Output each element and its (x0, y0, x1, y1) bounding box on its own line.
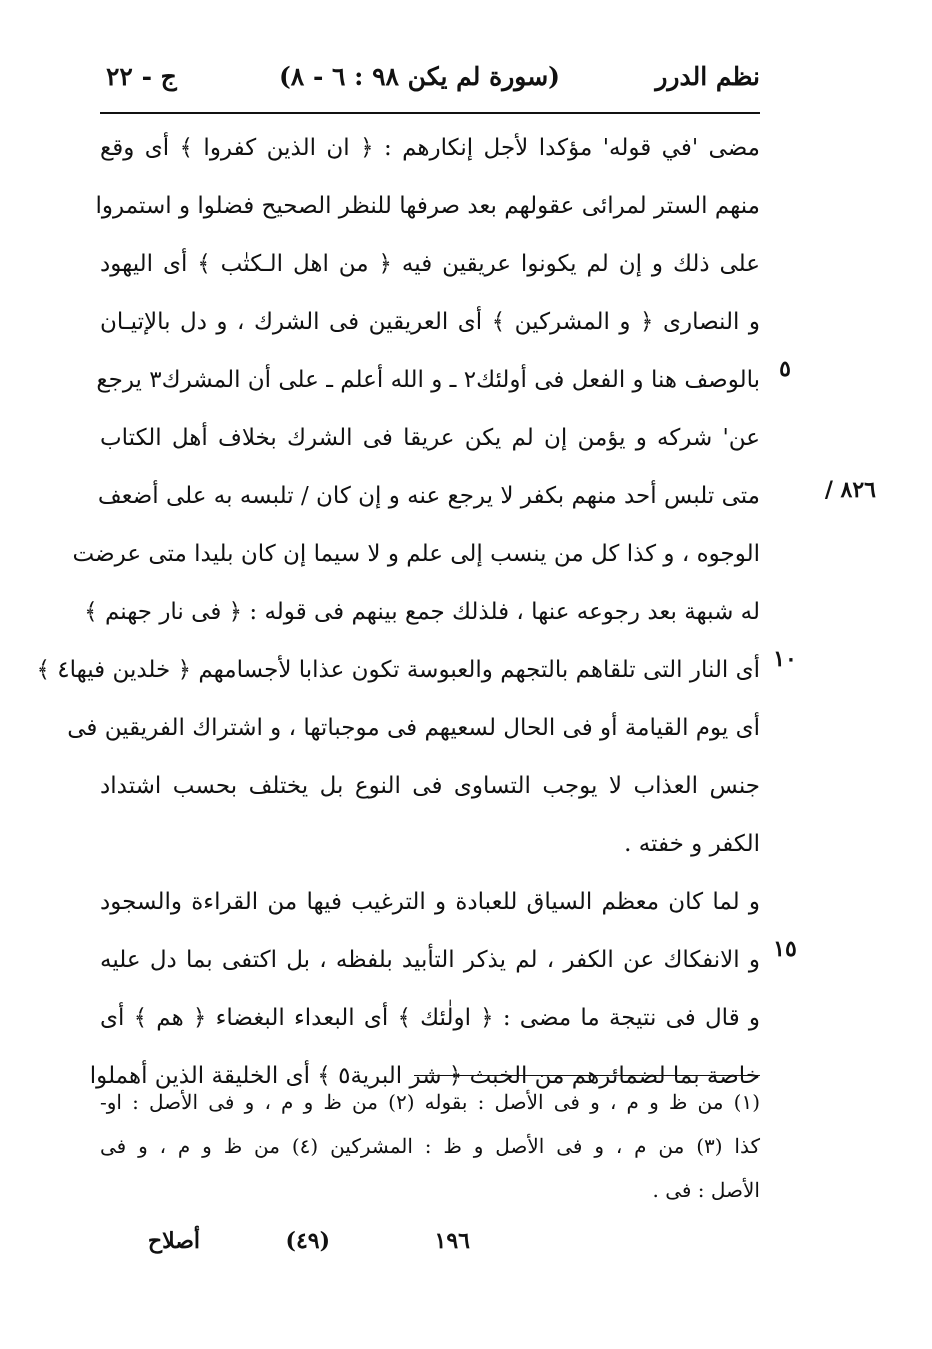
text-line: له شبهة بعد رجوعه عنها ، فلذلك جمع بينهم فى قوله : ﴿ فى نار جهنم ﴾ (84, 599, 760, 625)
text-line: و قال فى نتيجة ما مضى : ﴿ اولٰئك ﴾ أى البعداء البغضاء ﴿ هم ﴾ أى (100, 1005, 760, 1031)
text-line: أى النار التى تلقاهم بالتجهم والعبوسة تكون عذابا لأجسامهم ﴿ خلدين فيها٤ ﴾ (36, 657, 760, 683)
text-line: منهم الستر لمرائى عقولهم بعد صرفها للنظر الصحيح فضلوا و استمروا (95, 193, 760, 219)
volume-number: ج - ٢٢ (106, 62, 177, 91)
text-line: أى يوم القيامة أو فى الحال لسعيهم فى موجباتها ، و اشتراك الفريقين فى (67, 715, 760, 741)
text-line: على ذلك و إن لم يكونوا عريقين فيه ﴿ من اهل الـكتٰب ﴾ أى اليهود (100, 251, 760, 277)
line-number-10: ١٠ (773, 646, 797, 672)
text-line: مضى 'في قوله' مؤكدا لأجل إنكارهم : ﴿ ان الذين كفروا ﴾ أى وقع (100, 135, 760, 161)
text-line: جنس العذاب لا يوجب التساوى فى النوع بل يختلف بحسب اشتداد (100, 773, 760, 799)
page-header (100, 58, 760, 102)
manuscript-folio-reference: ٨٢٦ / (824, 477, 876, 503)
text-line: و النصارى ﴿ و المشركين ﴾ أى العريقين فى الشرك ، و دل بالإتيـان (100, 309, 760, 335)
footnote-rule (414, 1075, 760, 1076)
footnote-line: كذا (٣) من م ، و فى الأصل و ظ : المشركين (٤) من ظ و م ، و فى (100, 1134, 760, 1158)
text-line: عن' شركه و يؤمن إن لم يكن عريقا فى الشرك بخلاف أهل الكتاب (100, 425, 760, 451)
page-number: ١٩٦ (434, 1228, 470, 1254)
footnote-line: الأصل : فى . (652, 1178, 760, 1202)
catchword: أصلاح (147, 1228, 200, 1254)
text-line: و الانفكاك عن الكفر ، لم يذكر التأبيد بلفظه ، بل اكتفى بما دل عليه (100, 947, 760, 973)
footnote-line: (١) من ظ و م ، و فى الأصل : بقوله (٢) من ظ و م ، و فى الأصل : او- (100, 1090, 760, 1114)
text-line: و لما كان معظم السياق للعبادة و الترغيب فيها من القراءة والسجود (100, 889, 760, 915)
text-line: بالوصف هنا و الفعل فى أولئك٢ ـ و الله أعلم ـ على أن المشرك٣ يرجع (96, 367, 760, 393)
text-line: الوجوه ، و كذا كل من ينسب إلى علم و لا سيما إن كان بليدا متى عرضت (72, 541, 760, 567)
line-number-5: ٥ (779, 356, 791, 382)
text-line: متى تلبس أحد منهم بكفر لا يرجع عنه و إن كان / تلبسه به على أضعف (97, 483, 760, 509)
book-title: نظم الدرر (655, 62, 760, 91)
surah-reference: (سورة لم يكن ٩٨ : ٦ - ٨) (278, 62, 560, 91)
text-line: الكفر و خفته . (624, 831, 760, 857)
line-number-15: ١٥ (773, 936, 797, 962)
page-footer (100, 1228, 760, 1268)
signature-mark: (٤٩) (285, 1228, 330, 1254)
header-rule (100, 112, 760, 114)
text-line: خاصة بما لضمائرهم من الخبث ﴿ شر البرية٥ ﴾ أى الخليقة الذين أهملوا (89, 1063, 760, 1089)
